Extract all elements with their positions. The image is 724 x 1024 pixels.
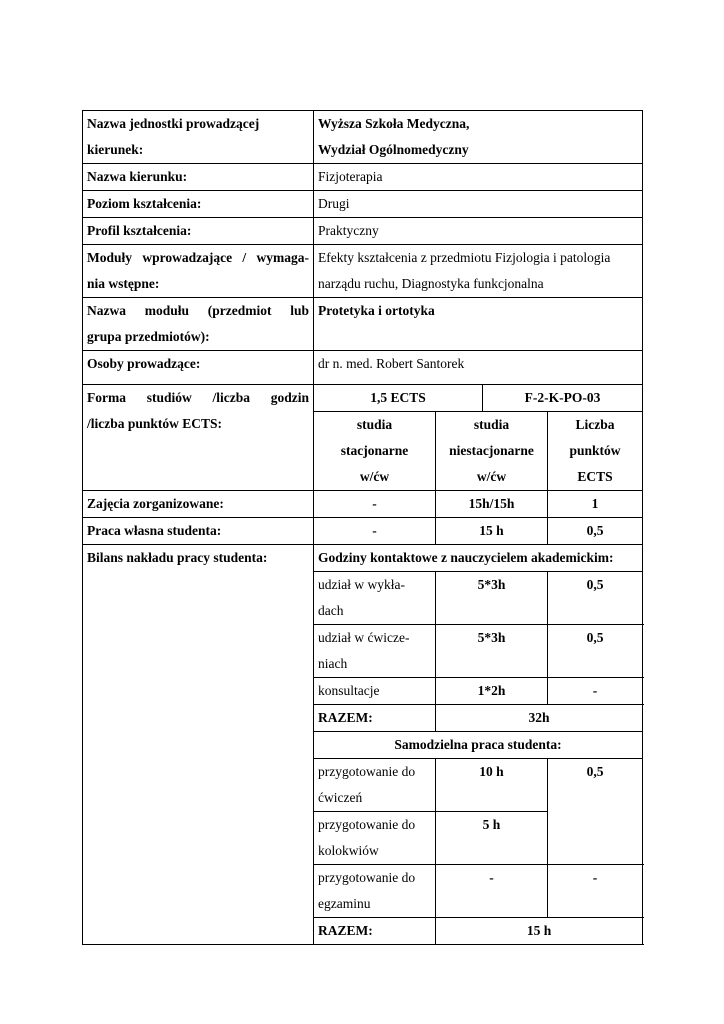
praca-stacjonarne: - (314, 518, 436, 545)
value-poziom: Drugi (314, 191, 643, 218)
value-modul: Protetyka i ortotyka (314, 298, 643, 351)
contact-row-hours: 5*3h (436, 572, 548, 625)
contact-header: Godziny kontaktowe z nauczycielem akademickim: (314, 545, 643, 572)
row-forma-top (83, 385, 643, 412)
module-code: F-2-K-PO-03 (483, 385, 643, 412)
self-header: Samodzielna praca studenta: (314, 732, 643, 759)
self-row-hours: 5 h (436, 812, 548, 865)
label-moduly: Moduły wprowadzające / wymaga- nia wstępne: (83, 245, 314, 298)
row-jednostka (83, 111, 643, 164)
zajecia-stacjonarne: - (314, 491, 436, 518)
value-profil: Praktyczny (314, 218, 643, 245)
contact-row-name: konsultacje (314, 678, 436, 705)
self-row-name: przygotowanie do ćwiczeń (314, 759, 436, 812)
row-kierunek (83, 164, 643, 191)
label-zajecia: Zajęcia zorganizowane: (83, 491, 314, 518)
row-osoby (83, 351, 643, 385)
label-profil: Profil kształcenia: (83, 218, 314, 245)
self-row-name: przygotowanie do egzaminu (314, 865, 436, 918)
label-osoby: Osoby prowadzące: (83, 351, 314, 385)
self-shared-ects: 0,5 (548, 759, 643, 865)
value-kierunek: Fizjoterapia (314, 164, 643, 191)
contact-total-label: RAZEM: (314, 705, 436, 732)
value-osoby: dr n. med. Robert Santorek (314, 351, 643, 385)
label-jednostka: Nazwa jednostki prowadzącej kierunek: (83, 111, 314, 164)
label-poziom: Poziom kształcenia: (83, 191, 314, 218)
contact-row-name: udział w wykła- dach (314, 572, 436, 625)
contact-total-value: 32h (436, 705, 643, 732)
ects-total: 1,5 ECTS (314, 385, 483, 412)
row-moduly (83, 245, 643, 298)
contact-row-ects: - (548, 678, 643, 705)
self-row-ects: - (548, 865, 643, 918)
row-poziom (83, 191, 643, 218)
row-contact-header (83, 545, 643, 572)
row-zajecia (83, 491, 643, 518)
contact-row-ects: 0,5 (548, 625, 643, 678)
value-moduly: Efekty kształcenia z przedmiotu Fizjologia i patologia narządu ruchu, Diagnostyka funkcjonalna (314, 245, 643, 298)
zajecia-ects: 1 (548, 491, 643, 518)
contact-row-ects: 0,5 (548, 572, 643, 625)
row-modul (83, 298, 643, 351)
col-ects: Liczba punktów ECTS (548, 412, 643, 491)
contact-row-hours: 1*2h (436, 678, 548, 705)
praca-ects: 0,5 (548, 518, 643, 545)
col-stacjonarne: studia stacjonarne w/ćw (314, 412, 436, 491)
self-row-name: przygotowanie do kolokwiów (314, 812, 436, 865)
self-total-label: RAZEM: (314, 918, 436, 945)
zajecia-niestacjonarne: 15h/15h (436, 491, 548, 518)
label-forma: Forma studiów /liczba godzin /liczba punktów ECTS: (83, 385, 314, 491)
self-row-hours: 10 h (436, 759, 548, 812)
col-niestacjonarne: studia niestacjonarne w/ćw (436, 412, 548, 491)
row-profil (83, 218, 643, 245)
self-row-hours: - (436, 865, 548, 918)
document-page (82, 110, 642, 945)
course-card-table (82, 110, 643, 945)
label-modul: Nazwa modułu (przedmiot lub grupa przedmiotów): (83, 298, 314, 351)
self-total-value: 15 h (436, 918, 643, 945)
label-praca: Praca własna studenta: (83, 518, 314, 545)
contact-row-name: udział w ćwicze- niach (314, 625, 436, 678)
row-praca (83, 518, 643, 545)
contact-row-hours: 5*3h (436, 625, 548, 678)
label-kierunek: Nazwa kierunku: (83, 164, 314, 191)
label-bilans: Bilans nakładu pracy studenta: (83, 545, 314, 945)
praca-niestacjonarne: 15 h (436, 518, 548, 545)
value-jednostka: Wyższa Szkoła Medyczna, Wydział Ogólnomedyczny (314, 111, 643, 164)
